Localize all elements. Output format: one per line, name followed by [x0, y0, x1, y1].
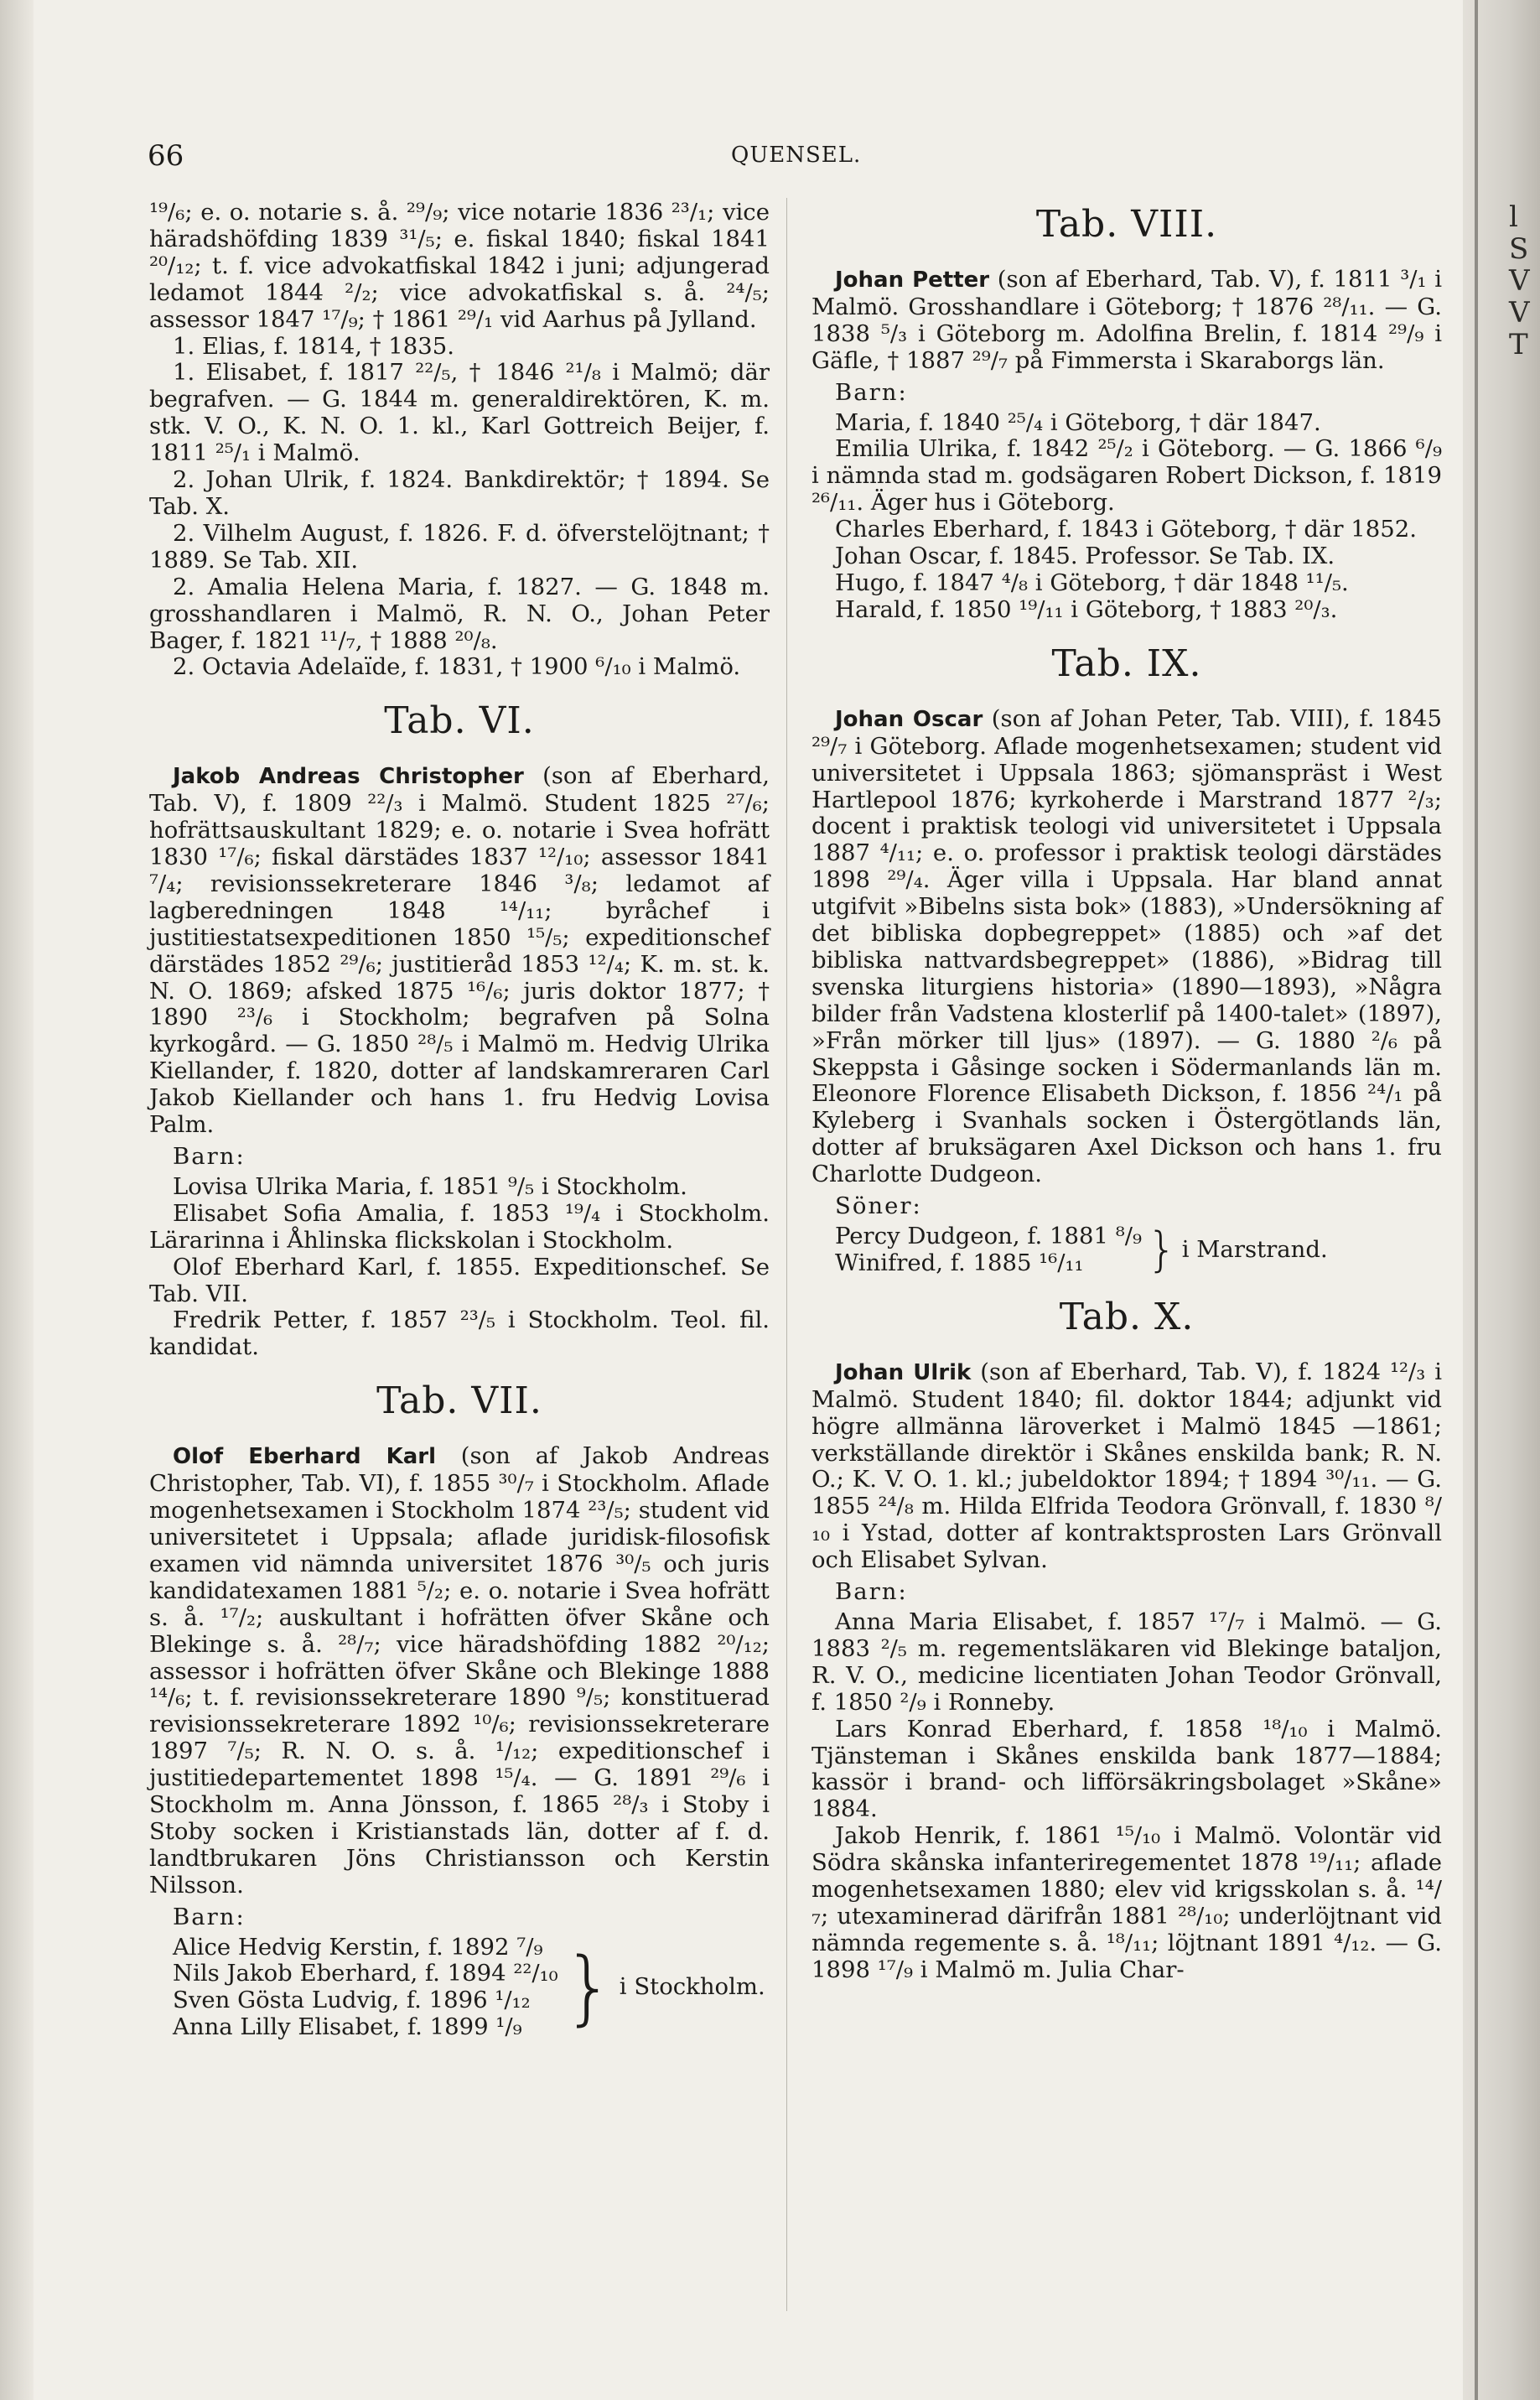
children-names [173, 1935, 558, 2042]
child-entry: 1. Elias, f. 1814, † 1835. [173, 332, 455, 360]
person-name: Johan Petter [835, 268, 990, 293]
child-entry: Jakob Henrik, f. 1861 ¹⁵/₁₀ i Malmö. Volontär vid Södra skånska infanteriregementet 1878 ¹⁹/₁₁; aflade mogenhetsexamen 1880; elev vid krigsskolan s. å. ¹⁴/₇; utexaminerad därifrån 1881 ²⁸/₁₀; underlöjtnant vid nämnda regemente s. å. ¹⁸/₁₁; löjtnant 1891 ⁴/₁₂. — G. 1898 ¹⁷/₉ i Malmö m. Julia Char- [811, 1822, 1442, 1983]
fragment-char: S [1509, 232, 1529, 266]
sons-brace-group [835, 1223, 1442, 1277]
section-heading-tab-viii: Tab. VIII. [1035, 203, 1218, 246]
person-biography: (son af Eberhard, Tab. V), f. 1809 ²²/₃ i Malmö. Student 1825 ²⁷/₆; hofrättsauskultant 1829; e. o. notarie i Svea hofrätt 1830 ¹⁷/₆; fiskal därstädes 1837 ¹²/₁₀; assessor 1841 ⁷/₄; revisionssekreterare 1846 ³/₈; ledamot af lagberedningen 1848 ¹⁴/₁₁; byråchef i justitiestatsexpeditionen 1850 ¹⁵/₅; expeditionschef därstädes 1852 ²⁹/₆; justitieråd 1853 ¹²/₄; K. m. st. k. N. O. 1869; afsked 1875 ¹⁶/₆; juris doktor 1877; † 1890 ²³/₆ i Stockholm; begrafven på Solna kyrkogård. — G. 1850 ²⁸/₅ i Malmö m. Hedvig Ulrika Kiellander, f. 1820, dotter af landskamreraren Carl Jakob Kiellander och hans 1. fru Hedvig Lovisa Palm. [149, 762, 770, 1139]
person-name: Olof Eberhard Karl [173, 1444, 437, 1470]
child-entry: Maria, f. 1840 ²⁵/₄ i Göteborg, † där 1847. [835, 408, 1321, 436]
adjacent-page-fragments [1509, 201, 1534, 361]
children-label: Barn: [835, 1578, 908, 1606]
child-entry: Nils Jakob Eberhard, f. 1894 ²²/₁₀ [173, 1960, 558, 1987]
child-entry: Emilia Ulrika, f. 1842 ²⁵/₂ i Göteborg. — G. 1866 ⁶/₉ i nämnda stad m. godsägaren Robert Dickson, f. 1819 ²⁶/₁₁. Äger hus i Göteborg. [811, 435, 1442, 517]
child-entry: Alice Hedvig Kerstin, f. 1892 ⁷/₉ [173, 1933, 543, 1961]
brace-icon: } [1147, 1222, 1177, 1277]
child-entry: Hugo, f. 1847 ⁴/₈ i Göteborg, † där 1848 ¹¹/₅. [835, 569, 1349, 596]
child-entry: 1. Elisabet, f. 1817 ²²/₅, † 1846 ²¹/₈ i Malmö; där begrafven. — G. 1844 m. generaldirektören, K. m. stk. V. O., K. N. O. 1. kl., Karl Gottreich Beijer, f. 1811 ²⁵/₁ i Malmö. [149, 359, 770, 467]
child-entry: Harald, f. 1850 ¹⁹/₁₁ i Göteborg, † 1883 ²⁰/₃. [835, 595, 1338, 623]
brace-icon: } [563, 1940, 614, 2035]
child-entry: Elisabet Sofia Amalia, f. 1853 ¹⁹/₄ i Stockholm. Lärarinna i Åhlinska flickskolan i Stockholm. [149, 1199, 770, 1254]
child-entry: 2. Johan Ulrik, f. 1824. Bankdirektör; † 1894. Se Tab. X. [149, 466, 770, 520]
entry-continuation: ¹⁹/₆; e. o. notarie s. å. ²⁹/₉; vice notarie 1836 ²³/₁; vice häradshöfding 1839 ³¹/₅; e. fiskal 1840; fiskal 1841 ²⁰/₁₂; t. f. vice advokatfiskal 1842 i juni; adjungerad ledamot 1844 ²/₂; vice advokatfiskal s. å. ²⁴/₅; assessor 1847 ¹⁷/₉; † 1861 ²⁹/₁ vid Aarhus på Jylland. [149, 199, 770, 333]
right-column [811, 200, 1442, 1984]
children-label: Barn: [173, 1903, 246, 1930]
person-entry [811, 267, 1442, 375]
child-entry: 2. Octavia Adelaïde, f. 1831, † 1900 ⁶/₁₀ i Malmö. [173, 653, 741, 681]
child-entry: Charles Eberhard, f. 1843 i Göteborg, † där 1852. [835, 516, 1417, 543]
person-name: Jakob Andreas Christopher [173, 764, 524, 790]
child-entry: Winifred, f. 1885 ¹⁶/₁₁ [835, 1249, 1084, 1276]
sons-label: Söner: [835, 1192, 922, 1220]
person-entry [811, 1359, 1442, 1574]
child-entry: Sven Gösta Ludvig, f. 1896 ¹/₁₂ [173, 1987, 531, 2014]
fragment-char: V [1509, 264, 1530, 298]
sons-names [835, 1223, 1142, 1277]
section-heading-tab-ix: Tab. IX. [1051, 642, 1202, 685]
section-heading-tab-vi: Tab. VI. [384, 699, 535, 743]
children-label: Barn: [173, 1143, 246, 1170]
children-label: Barn: [835, 378, 908, 406]
child-entry: Fredrik Petter, f. 1857 ²³/₅ i Stockholm. Teol. fil. kandidat. [149, 1306, 770, 1361]
book-spine-line [1475, 0, 1478, 2400]
fragment-char: V [1509, 296, 1530, 330]
fragment-char: l [1509, 200, 1518, 234]
child-entry: 2. Amalia Helena Maria, f. 1827. — G. 1848 m. grosshandlaren i Malmö, R. N. O., Johan Peter Bager, f. 1821 ¹¹/₇, † 1888 ²⁰/₈. [149, 573, 770, 654]
fragment-char: T [1509, 328, 1528, 361]
person-biography: (son af Eberhard, Tab. V), f. 1811 ³/₁ i Malmö. Grosshandlare i Göteborg; † 1876 ²⁸/₁₁. — G. 1838 ⁵/₃ i Göteborg m. Adolfina Brelin, f. 1814 ²⁹/₉ i Gäfle, † 1887 ²⁹/₇ på Fimmersta i Skaraborgs län. [811, 266, 1442, 374]
person-biography: (son af Johan Peter, Tab. VIII), f. 1845 ²⁹/₇ i Göteborg. Aflade mogenhetsexamen; student vid universitetet i Uppsala 1863; sjömanspräst i West Hartlepool 1876; kyrkoherde i Marstrand 1877 ²/₃; docent i praktisk teologi vid universitetet i Uppsala 1887 ⁴/₁₁; e. o. professor i praktisk teologi därstädes 1898 ²⁹/₄. Äger villa i Uppsala. Har bland annat utgifvit »Bibelns sista bok» (1883), »Undersökning af det bibliska dopbegreppet» (1885) och »af det bibliska nattvardsbegreppet» (1886), »Bidrag till svenska liturgiens historia» (1890—1893), »Några bilder från Vadstena klosterlif på 1400-talet» (1897), »Från mörker till ljus» (1897). — G. 1880 ²/₆ på Skeppsta i Gåsinge socken i Södermanlands län m. Eleonore Florence Elisabeth Dickson, f. 1856 ²⁴/₁ på Kyleberg i Svanhals socken i Östergötlands län, dotter af bruksägaren Axel Dickson och hans 1. fru Charlotte Dudgeon. [811, 704, 1442, 1188]
section-heading-tab-x: Tab. X. [1059, 1295, 1195, 1338]
person-entry [811, 706, 1442, 1188]
child-entry: Lars Konrad Eberhard, f. 1858 ¹⁸/₁₀ i Malmö. Tjänsteman i Skånes enskilda bank 1877—1884; kassör i brand- och lifförsäkringsbolaget »Skåne» 1884. [811, 1715, 1442, 1823]
section-heading-tab-vii: Tab. VII. [376, 1379, 542, 1423]
child-entry: Anna Lilly Elisabet, f. 1899 ¹/₉ [173, 2013, 522, 2041]
person-name: Johan Ulrik [835, 1359, 972, 1385]
page-left-shadow [0, 0, 34, 2400]
person-biography: (son af Eberhard, Tab. V), f. 1824 ¹²/₃ i Malmö. Student 1840; fil. doktor 1844; adjunkt vid högre allmänna läroverket i Malmö 1845 —1861; verkställande direktör i Skånes enskilda bank; R. N. O.; K. V. O. 1. kl.; jubeldoktor 1894; † 1894 ³⁰/₁₁. — G. 1855 ²⁴/₈ m. Hilda Elfrida Teodora Grönvall, f. 1830 ⁸/₁₀ i Ystad, dotter af kontraktsprosten Lars Grönvall och Elisabet Sylvan. [811, 1358, 1442, 1574]
child-entry: 2. Vilhelm August, f. 1826. F. d. öfverstelöjtnant; † 1889. Se Tab. XII. [149, 519, 770, 574]
left-column [149, 200, 770, 2041]
person-entry [149, 1443, 770, 1899]
child-entry: Lovisa Ulrika Maria, f. 1851 ⁹/₅ i Stockholm. [173, 1172, 687, 1200]
shared-birthplace: i Marstrand. [1181, 1235, 1328, 1263]
column-divider [786, 198, 787, 2311]
page-number: 66 [148, 139, 184, 173]
child-entry: Olof Eberhard Karl, f. 1855. Expeditionschef. Se Tab. VII. [149, 1253, 770, 1307]
child-entry: Percy Dudgeon, f. 1881 ⁸/₉ [835, 1223, 1143, 1249]
child-entry: Johan Oscar, f. 1845. Professor. Se Tab. IX. [835, 543, 1335, 570]
running-title: QUENSEL. [731, 143, 862, 168]
person-biography: (son af Jakob Andreas Christopher, Tab. VI), f. 1855 ³⁰/₇ i Stockholm. Aflade mogenhetsexamen i Stockholm 1874 ²³/₅; student vid universitetet i Uppsala; aflade juridisk-filosofisk examen vid nämnda universitet 1876 ³⁰/₅ och juris kandidatexamen 1881 ⁵/₂; e. o. notarie i Svea hofrätt s. å. ¹⁷/₂; auskultant i hofrätten öfver Skåne och Blekinge s. å. ²⁸/₇; vice häradshöfding 1882 ²⁰/₁₂; assessor i hofrätten öfver Skåne och Blekinge 1888 ¹⁴/₆; t. f. revisionssekreterare 1890 ⁹/₅; konstituerad revisionssekreterare 1892 ¹⁰/₆; revisionssekreterare 1897 ⁷/₅; R. N. O. s. å. ¹/₁₂; expeditionschef i justitiedepartementet 1898 ¹⁵/₄. — G. 1891 ²⁹/₆ i Stockholm m. Anna Jönsson, f. 1865 ²⁸/₃ i Stoby i Stoby socken i Kristianstads län, dotter af f. d. landtbrukaren Jöns Christiansson och Kerstin Nilsson. [149, 1442, 770, 1899]
children-brace-group [173, 1935, 770, 2042]
shared-birthplace: i Stockholm. [619, 1973, 765, 2001]
person-entry [149, 763, 770, 1139]
person-name: Johan Oscar [835, 706, 983, 732]
child-entry: Anna Maria Elisabet, f. 1857 ¹⁷/₇ i Malmö. — G. 1883 ²/₅ m. regementsläkaren vid Blekinge bataljon, R. V. O., medicine licentiaten Johan Teodor Grönvall, f. 1850 ²/₉ i Ronneby. [811, 1608, 1442, 1716]
